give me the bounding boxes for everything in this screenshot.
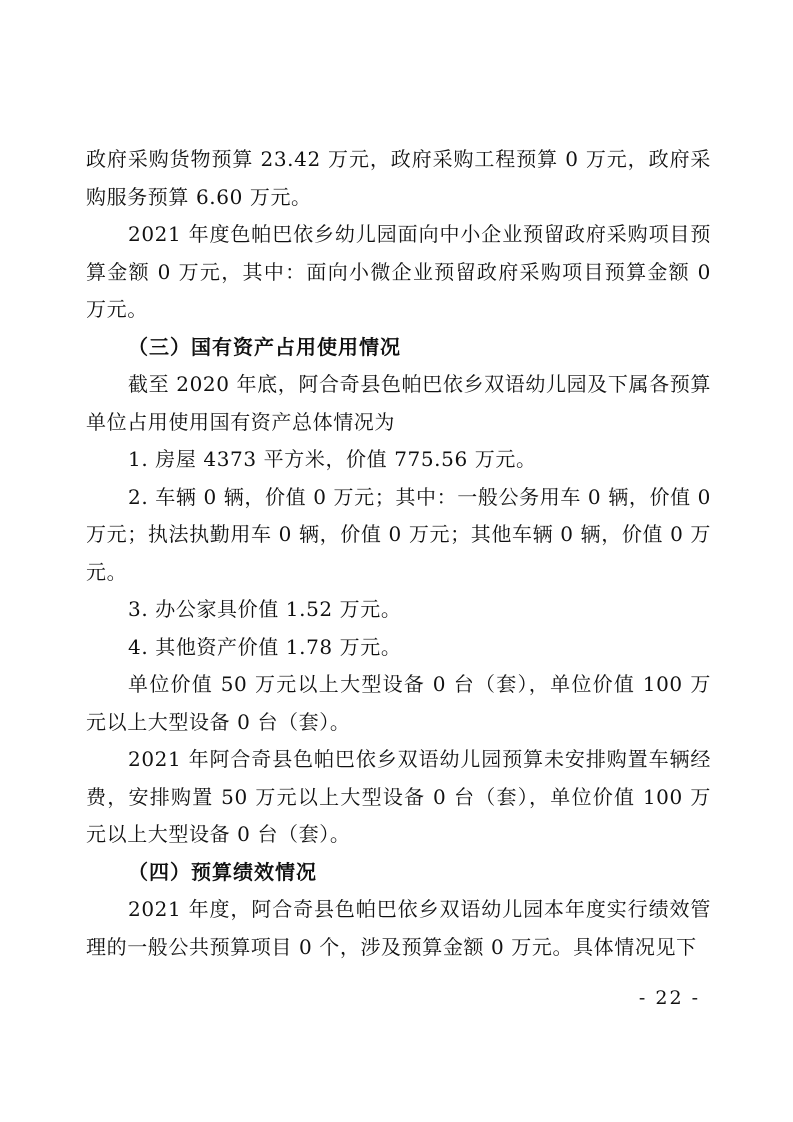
page-number: - 22 -: [638, 987, 700, 1009]
document-body: [86, 141, 711, 966]
section-heading-state-assets: （三）国有资产占用使用情况: [128, 334, 401, 359]
paragraph-assets-buildings: 1. 房屋 4373 平方米，价值 775.56 万元。: [128, 447, 537, 471]
paragraph-assets-other: 4. 其他资产价值 1.78 万元。: [128, 634, 402, 659]
paragraph-assets-overview: 截至 2020 年底，阿合奇县色帕巴依乡双语幼儿园及下属各预算单位占用使用国有资产总体情况为: [86, 372, 711, 434]
paragraph-assets-vehicles: 2. 车辆 0 辆，价值 0 万元；其中：一般公务用车 0 辆，价值 0 万元；执法执勤用车 0 辆，价值 0 万元；其他车辆 0 辆，价值 0 万元。: [86, 484, 711, 584]
paragraph-procurement-budget: 政府采购货物预算 23.42 万元，政府采购工程预算 0 万元，政府采购服务预算 6.60 万元。: [86, 147, 711, 209]
section-heading-performance: （四）预算绩效情况: [128, 859, 317, 884]
paragraph-large-equipment: 单位价值 50 万元以上大型设备 0 台（套），单位价值 100 万元以上大型设备 0 台（套）。: [86, 672, 711, 734]
paragraph-assets-furniture: 3. 办公家具价值 1.52 万元。: [128, 597, 402, 621]
paragraph-performance-overview: 2021 年度，阿合奇县色帕巴依乡双语幼儿园本年度实行绩效管理的一般公共预算项目 0 个，涉及预算金额 0 万元。具体情况见下: [86, 897, 711, 959]
paragraph-sme-reserved-budget: 2021 年度色帕巴依乡幼儿园面向中小企业预留政府采购项目预算金额 0 万元，其中：面向小微企业预留政府采购项目预算金额 0 万元。: [86, 222, 711, 321]
paragraph-2021-purchase-plan: 2021 年阿合奇县色帕巴依乡双语幼儿园预算未安排购置车辆经费，安排购置 50 万元以上大型设备 0 台（套），单位价值 100 万元以上大型设备 0 台（套）。: [86, 747, 711, 846]
